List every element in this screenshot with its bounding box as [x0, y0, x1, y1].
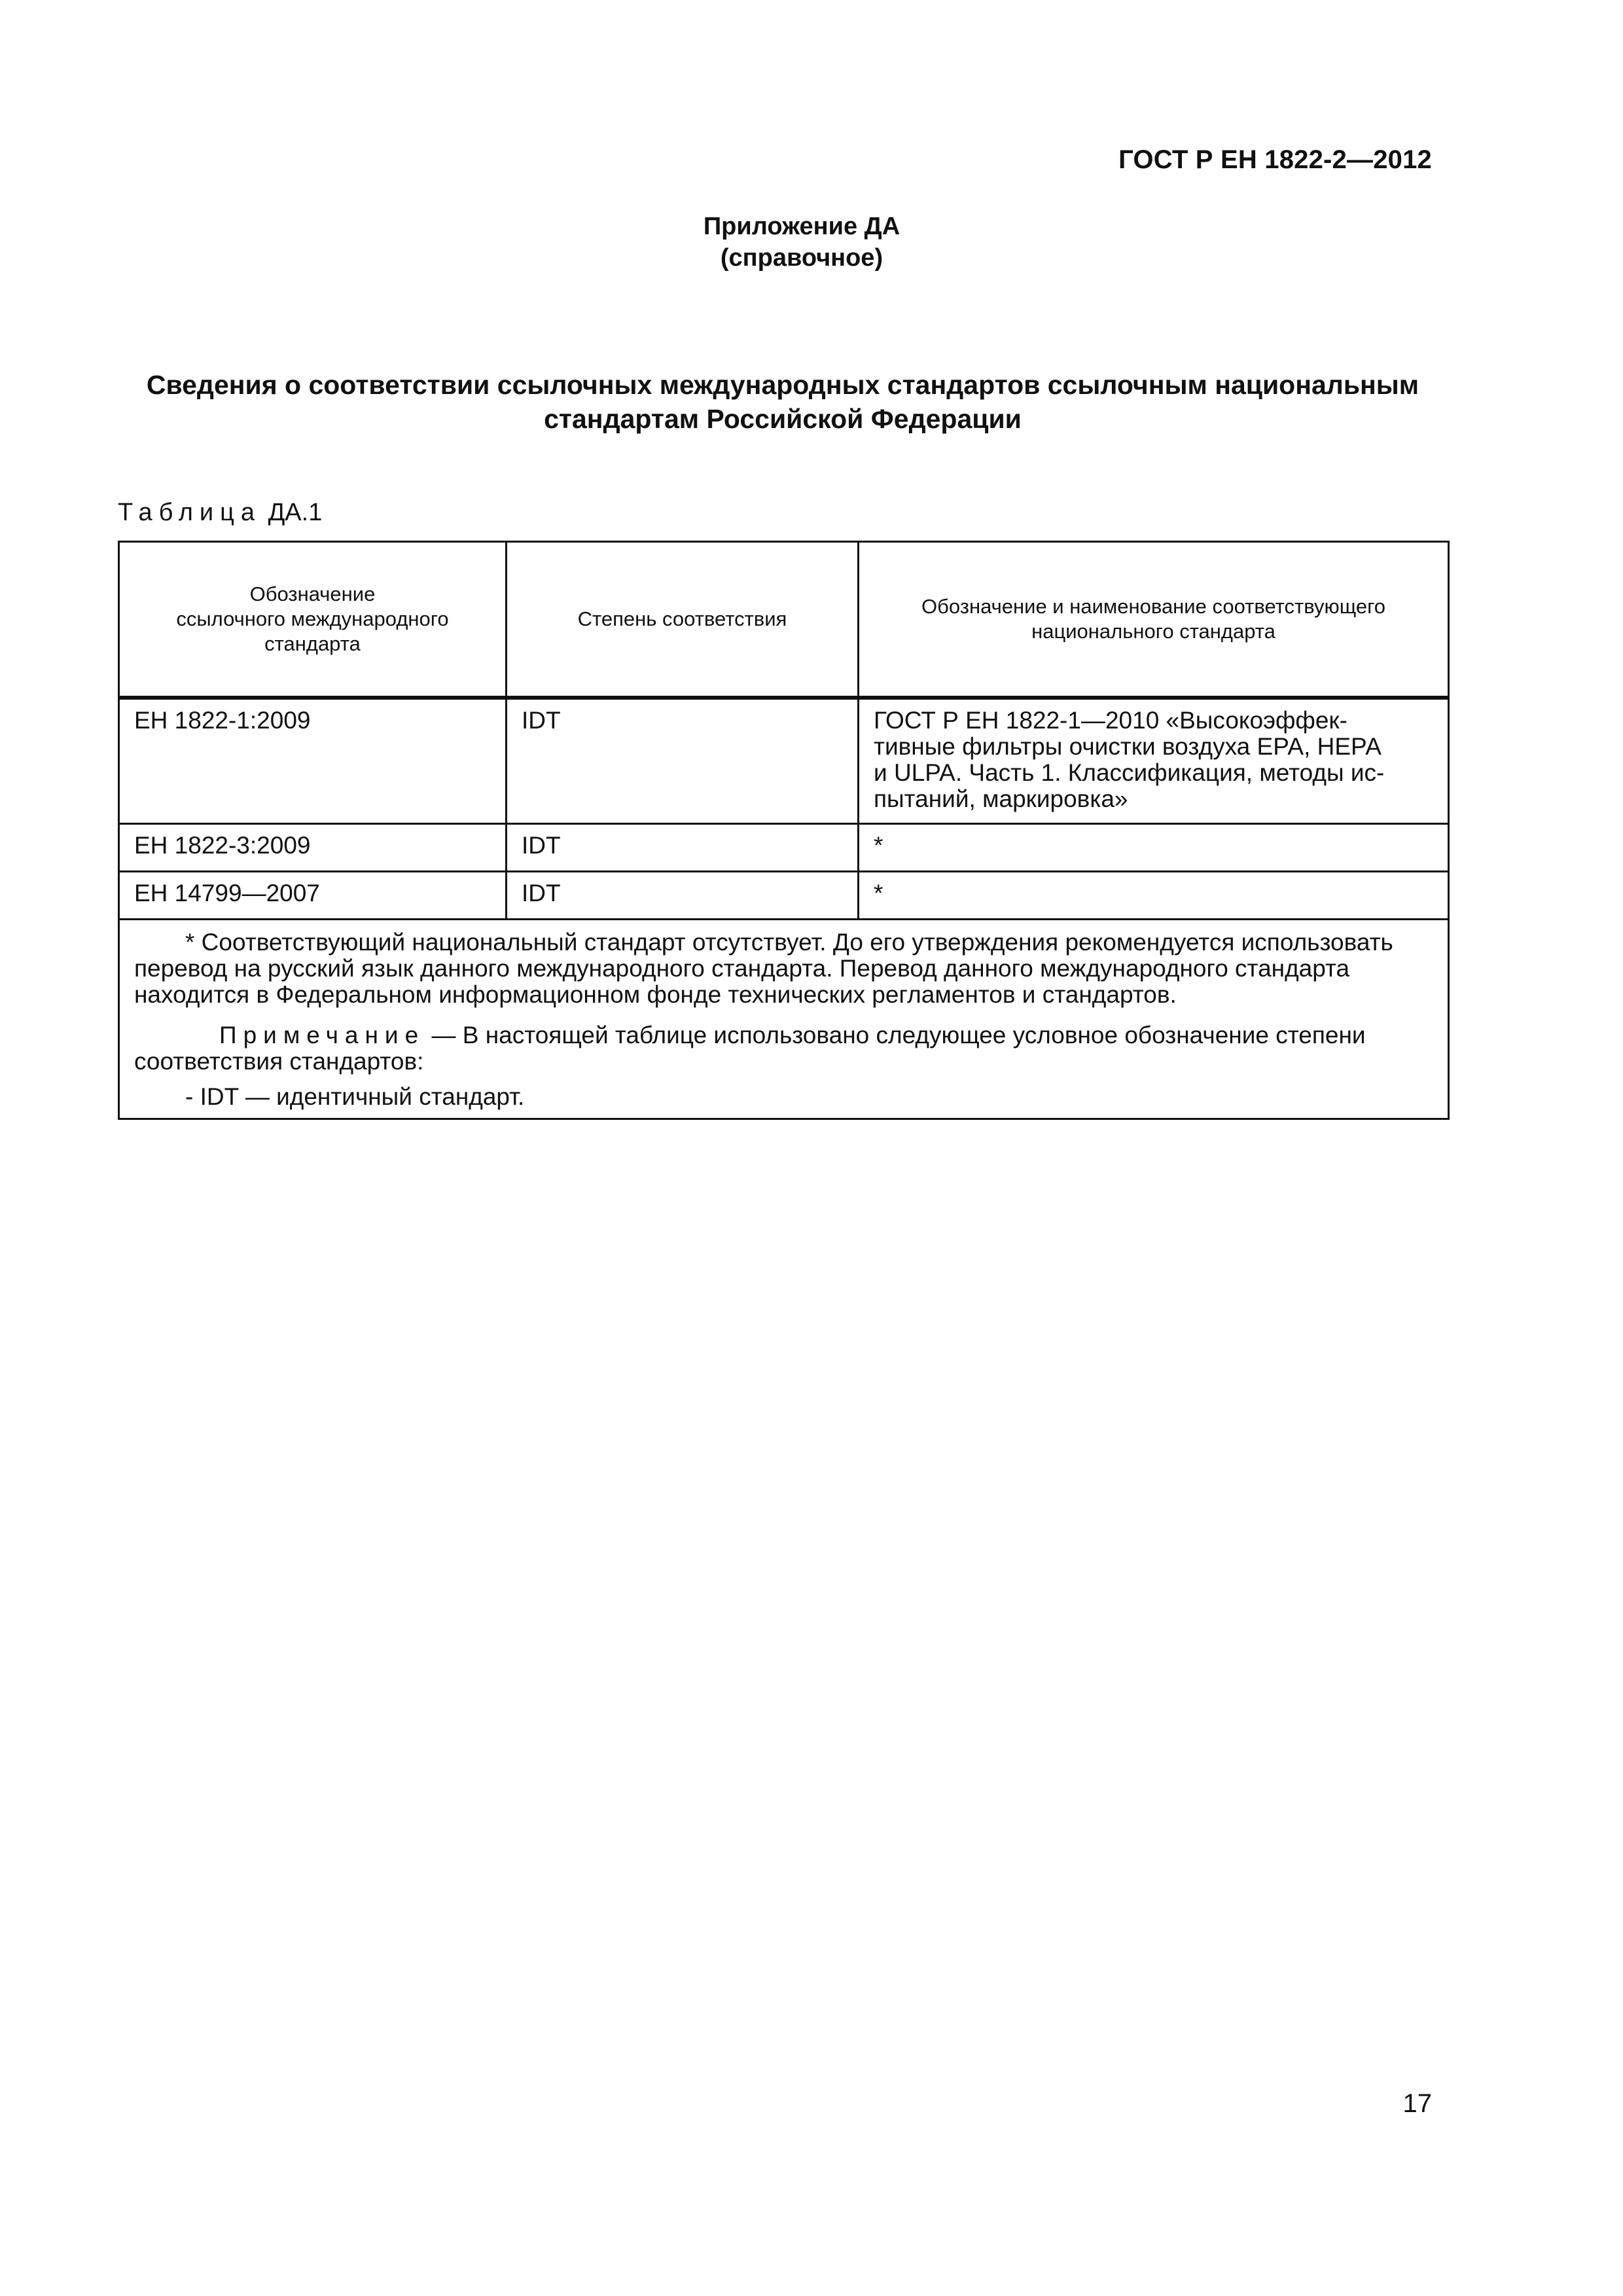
cell-line: тивные фильтры очистки воздуха ЕРА, НЕРА	[874, 733, 1382, 760]
page-number: 17	[1402, 2089, 1432, 2118]
cell-national-standard	[859, 824, 1449, 872]
note-word: Примечание	[219, 1022, 425, 1049]
table-label	[118, 499, 322, 527]
section-title-line-2: стандартам Российской Федерации	[544, 404, 1022, 434]
table-row	[119, 698, 1449, 824]
cell-degree: IDT	[507, 824, 859, 872]
header-line: Обозначение и наименование соответствующего	[921, 595, 1386, 618]
table-legend: - IDT — идентичный стандарт.	[185, 1083, 525, 1110]
header-degree	[507, 542, 859, 698]
appendix-title: Приложение ДА	[703, 213, 901, 240]
section-title	[118, 368, 1448, 436]
table-label-word: Таблица	[118, 499, 261, 526]
header-line: Обозначение	[249, 583, 376, 605]
note-text: — В настоящей таблице использовано следующее условное обозначение степени соответствия стандартов:	[134, 1022, 1366, 1075]
cell-national-standard	[859, 698, 1449, 824]
cell-line: *	[874, 880, 883, 906]
table-row	[119, 824, 1449, 872]
cell-line: ГОСТ Р ЕН 1822-1—2010 «Высокоэффек-	[874, 707, 1347, 734]
header-line: стандарта	[264, 632, 361, 655]
cell-national-standard	[859, 872, 1449, 920]
table-footnote: * Соответствующий национальный стандарт отсутствует. До его утверждения рекомендуется использовать перевод на русский язык данного международного стандарта. Перевод данного международного стандарта находится в Федеральном информационном фонде технических регламентов и стандартов.	[134, 929, 1393, 1008]
cell-line: *	[874, 832, 883, 859]
cell-intl-standard: ЕН 1822-3:2009	[119, 824, 507, 872]
cell-line: пытаний, маркировка»	[874, 785, 1128, 812]
cell-degree: IDT	[507, 872, 859, 920]
section-title-line-1: Сведения о соответствии ссылочных международных стандартов ссылочным национальным	[146, 370, 1419, 400]
header-national-standard	[859, 542, 1449, 698]
table-row	[119, 872, 1449, 920]
document-code: ГОСТ Р ЕН 1822-2—2012	[1118, 145, 1432, 174]
header-line: Степень соответствия	[577, 607, 787, 630]
table-header-row	[119, 542, 1449, 698]
header-line: национального стандарта	[1031, 620, 1275, 643]
table-notes	[119, 920, 1449, 1119]
appendix-subtitle: (справочное)	[720, 244, 883, 272]
table-notes-row	[119, 920, 1449, 1119]
cell-intl-standard: ЕН 1822-1:2009	[119, 698, 507, 824]
appendix-heading	[0, 211, 1603, 274]
cell-degree: IDT	[507, 698, 859, 824]
table-note	[134, 1022, 1433, 1075]
references-table	[118, 541, 1450, 1120]
cell-intl-standard: ЕН 14799—2007	[119, 872, 507, 920]
cell-line: и ULPA. Часть 1. Классификация, методы ис-	[874, 759, 1385, 786]
header-line: ссылочного международного	[176, 607, 449, 630]
table-label-number: ДА.1	[268, 499, 323, 526]
header-intl-standard	[119, 542, 507, 698]
